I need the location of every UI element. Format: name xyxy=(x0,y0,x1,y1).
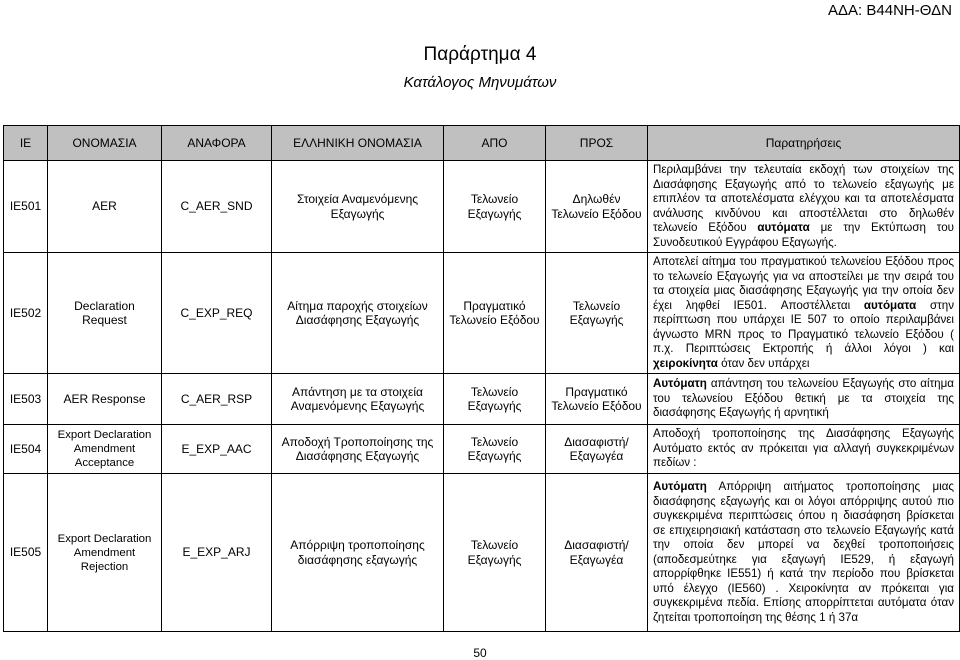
messages-table xyxy=(3,125,960,632)
notes-emphasis: Αυτόματη xyxy=(653,480,707,493)
table-row xyxy=(4,425,960,474)
table-header-row xyxy=(4,126,960,161)
cell-ref: C_EXP_REQ xyxy=(162,253,272,374)
ada-code: ΑΔΑ: Β44ΝΗ-ΘΔΝ xyxy=(828,2,952,19)
header-to: ΠΡΟΣ xyxy=(546,126,648,161)
cell-name: AER xyxy=(48,161,162,253)
cell-from: Πραγματικό Τελωνείο Εξόδου xyxy=(444,253,546,374)
table-row xyxy=(4,474,960,632)
table-row xyxy=(4,374,960,425)
cell-ie: IE502 xyxy=(4,253,48,374)
notes-emphasis: αυτόματα xyxy=(757,221,810,234)
header-ref: ΑΝΑΦΟΡΑ xyxy=(162,126,272,161)
header-ie: IE xyxy=(4,126,48,161)
cell-to: Διασαφιστή/ Εξαγωγέα xyxy=(546,474,648,632)
notes-emphasis: αυτόματα xyxy=(863,298,917,312)
cell-ie: IE504 xyxy=(4,425,48,474)
cell-notes xyxy=(648,161,960,253)
header-greek-name: ΕΛΛΗΝΙΚΗ ΟΝΟΜΑΣΙΑ xyxy=(272,126,444,161)
cell-notes xyxy=(648,374,960,425)
page-title: Παράρτημα 4 xyxy=(423,44,537,65)
cell-greek-name: Απόρριψη τροποποίησης διασάφησης εξαγωγής xyxy=(272,474,444,632)
page-subtitle: Κατάλογος Μηνυμάτων xyxy=(403,74,557,91)
cell-to: Τελωνείο Εξαγωγής xyxy=(546,253,648,374)
cell-notes xyxy=(648,253,960,374)
notes-emphasis: χειροκίνητα xyxy=(653,356,718,370)
cell-to: Πραγματικό Τελωνείο Εξόδου xyxy=(546,374,648,425)
notes-text: στην περίπτωση που υπάρχει IE 507 το οποίο περιλαμβάνει άγνωστο MRN προς το Πραγματικό τελωνείο Εξόδου ( π.χ. Περιπτώσεις Εκτροπής ή άλλοι λόγοι ) και xyxy=(653,298,955,355)
header-name: ΟΝΟΜΑΣΙΑ xyxy=(48,126,162,161)
notes-text: Απόρριψη αιτήματος τροποποίησης μιας διασάφησης εξαγωγής και οι λόγοι απόρριψης αυτού πιο συγκεκριμένα περιπτώσεις όπου η διασάφηση βρίσκεται σε επιχειρησιακή κατάσταση στο τελωνείο Εξαγωγής κατά την οποία δεν μπορεί να δεχθεί τροποποιήσεις (αποδεσμεύτηκε για εξαγωγή IE529, ή εξαγωγή απορρίφθηκε IE551) ή κατά την περίοδο που βρίσκεται υπό έλεγχο (IE560) . Χειροκίνητα αν πρόκειται για συγκεκριμένα πεδία. Επίσης απορρίπτεται αυτόματα όταν ζητείται τροποποίηση της θέσης 1 ή 37α xyxy=(653,480,954,624)
notes-text: όταν δεν υπάρχει xyxy=(717,356,810,370)
cell-greek-name: Στοιχεία Αναμενόμενης Εξαγωγής xyxy=(272,161,444,253)
cell-name: Export Declaration Amendment Acceptance xyxy=(48,425,162,474)
notes-text: απάντηση του τελωνείου Εξαγωγής στο αίτημα του τελωνείου Εξόδου θετική με τα στοιχεία της διασάφησης Εξαγωγής ή αρνητική xyxy=(653,377,954,420)
cell-from: Τελωνείο Εξαγωγής xyxy=(444,161,546,253)
table-row xyxy=(4,253,960,374)
cell-greek-name: Απάντηση με τα στοιχεία Αναμενόμενης Εξαγωγής xyxy=(272,374,444,425)
notes-text: Αποτελεί αίτημα του πραγματικού τελωνείου Εξόδου προς το τελωνείο Εξαγωγής για να αποστείλει με την σειρά του τα στοιχεία μιας διασάφησης Εξαγωγής για την οποία δεν έχει ληφθεί IE501. Αποστέλλεται xyxy=(653,255,954,312)
cell-ref: E_EXP_ARJ xyxy=(162,474,272,632)
cell-ref: C_AER_RSP xyxy=(162,374,272,425)
cell-notes xyxy=(648,474,960,632)
cell-to: Διασαφιστή/ Εξαγωγέα xyxy=(546,425,648,474)
page-number: 50 xyxy=(473,646,487,660)
cell-from: Τελωνείο Εξαγωγής xyxy=(444,425,546,474)
cell-name: AER Response xyxy=(48,374,162,425)
cell-ie: IE503 xyxy=(4,374,48,425)
cell-ref: E_EXP_AAC xyxy=(162,425,272,474)
notes-text: Αποδοχή τροποποίησης της Διασάφησης Εξαγωγής Αυτόματο εκτός αν πρόκειται για αλλαγή συγκεκριμένων πεδίων : xyxy=(653,427,954,470)
cell-ie: IE501 xyxy=(4,161,48,253)
table-row xyxy=(4,161,960,253)
header-notes: Παρατηρήσεις xyxy=(648,126,960,161)
notes-text: με την Εκτύπωση του Συνοδευτικού Εγγράφου Εξαγωγής. xyxy=(653,221,954,249)
header-from: ΑΠΟ xyxy=(444,126,546,161)
cell-from: Τελωνείο Εξαγωγής xyxy=(444,374,546,425)
cell-notes xyxy=(648,425,960,474)
cell-ie: IE505 xyxy=(4,474,48,632)
cell-ref: C_AER_SND xyxy=(162,161,272,253)
cell-from: Τελωνείο Εξαγωγής xyxy=(444,474,546,632)
notes-text: Περιλαμβάνει την τελευταία εκδοχή των στοιχείων της Διασάφησης Εξαγωγής από το τελωνείο εξαγωγής με επιπλέον τα αποτελέσματα ελέγχου και τα αποτελέσματα ανάλυσης κινδύνου και αποστέλλεται στο δηλωθέν τελωνείο Εξόδου xyxy=(653,163,954,234)
cell-to: Δηλωθέν Τελωνείο Εξόδου xyxy=(546,161,648,253)
cell-name: Declaration Request xyxy=(48,253,162,374)
cell-name: Export Declaration Amendment Rejection xyxy=(48,474,162,632)
notes-emphasis: Αυτόματη xyxy=(653,377,707,391)
cell-greek-name: Αποδοχή Τροποποίησης της Διασάφησης Εξαγωγής xyxy=(272,425,444,474)
cell-greek-name: Αίτημα παροχής στοιχείων Διασάφησης Εξαγωγής xyxy=(272,253,444,374)
